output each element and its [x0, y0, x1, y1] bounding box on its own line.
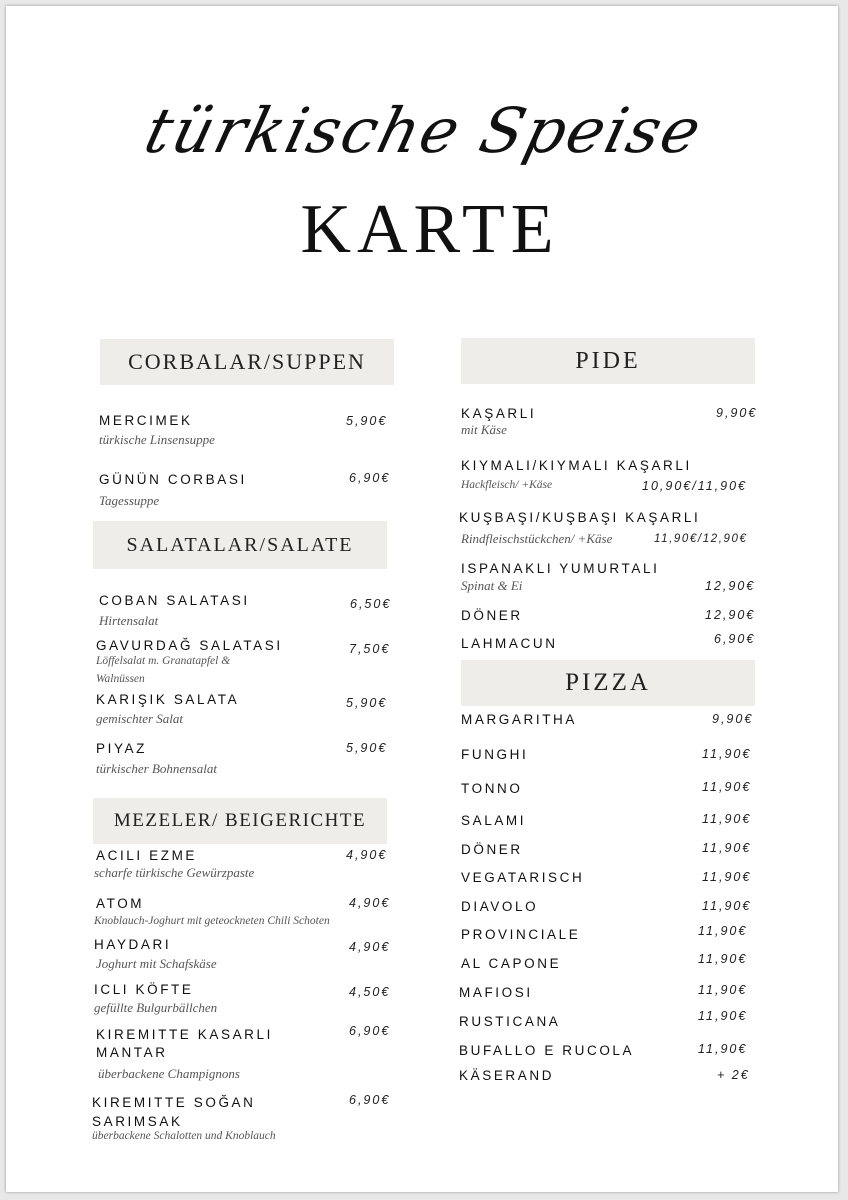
- item-price-vegatarisch: 11,90€: [702, 870, 752, 884]
- item-price-al-capone: 11,90€: [698, 952, 748, 966]
- item-name-provinciale: PROVINCIALE: [461, 927, 581, 942]
- item-price-kusbasi: 11,90€/12,90€: [654, 533, 748, 545]
- item-name-icli-kofte: ICLI KÖFTE: [94, 982, 194, 997]
- item-price-kiremitte-sogan: 6,90€: [349, 1093, 391, 1107]
- item-price-provinciale: 11,90€: [698, 924, 748, 938]
- item-name-kiremitte-kasarli: KIREMITTE KASARLI: [96, 1027, 273, 1042]
- section-header-mezeler: MEZELER/ BEIGERICHTE: [93, 798, 387, 844]
- item-price-kaserand: + 2€: [717, 1068, 750, 1082]
- item-desc-icli-kofte: gefüllte Bulgurbällchen: [94, 1000, 218, 1015]
- item-desc-kiremitte-sogan: überbackene Schalotten und Knoblauch: [92, 1130, 276, 1142]
- item-price-ispanakli: 12,90€: [705, 579, 756, 593]
- item-name-al-capone: AL CAPONE: [461, 956, 562, 971]
- section-header-suppen: CORBALAR/SUPPEN: [100, 339, 394, 385]
- item-price-gunun-corbasi: 6,90€: [349, 471, 391, 485]
- item-name-acili-ezme: ACILI EZME: [96, 848, 198, 863]
- item-name-gunun-corbasi: GÜNÜN CORBASI: [99, 472, 247, 487]
- item-price-gavurdag-salatasi: 7,50€: [349, 642, 391, 656]
- item-desc-kiymali: Hackfleisch/ +Käse: [461, 479, 553, 491]
- item-name-salami: SALAMI: [461, 813, 527, 828]
- item-name-atom: ATOM: [96, 896, 145, 911]
- item-desc-ispanakli: Spinat & Ei: [461, 578, 523, 593]
- item-name-gavurdag-salatasi: GAVURDAĞ SALATASI: [96, 638, 283, 653]
- item-price-kiymali: 10,90€/11,90€: [642, 479, 748, 493]
- item-name-haydari: HAYDARI: [94, 937, 172, 952]
- item-desc-acili-ezme: scharfe türkische Gewürzpaste: [94, 865, 255, 880]
- item-price-salami: 11,90€: [702, 812, 752, 826]
- item-price-acili-ezme: 4,90€: [346, 848, 388, 862]
- section-header-salate: SALATALAR/SALATE: [93, 521, 387, 569]
- item-price-atom: 4,90€: [349, 896, 391, 910]
- item-price-mercimek: 5,90€: [346, 414, 388, 428]
- item-desc-gavurdag-salatasi: Löffelsalat m. Granatapfel &: [96, 655, 231, 667]
- script-title: türkische Speise: [137, 94, 711, 167]
- item-name-kasarli: KAŞARLI: [461, 406, 537, 421]
- item-desc-kiremitte-kasarli: überbackene Champignons: [98, 1066, 240, 1081]
- item-desc-kusbasi: Rindfleischstückchen/ +Käse: [461, 531, 613, 546]
- item-desc-haydari: Joghurt mit Schafskäse: [96, 956, 217, 971]
- item-price-kasarli: 9,90€: [716, 406, 758, 420]
- item-price-coban-salatasi: 6,50€: [350, 597, 392, 611]
- item-name-vegatarisch: VEGATARISCH: [461, 870, 585, 885]
- section-header-pide: PIDE: [461, 338, 755, 384]
- item-price-diavolo: 11,90€: [702, 899, 752, 913]
- item-desc-kasarli: mit Käse: [461, 422, 507, 437]
- item-name-diavolo: DIAVOLO: [461, 899, 539, 914]
- item-name-piyaz: PIYAZ: [96, 741, 148, 756]
- item-name-mafiosi: MAFIOSI: [459, 985, 533, 1000]
- menu-page: [6, 6, 838, 1192]
- item-desc-gavurdag-salatasi-line2: Walnüssen: [96, 673, 145, 685]
- item-name-mercimek: MERCIMEK: [99, 413, 193, 428]
- item-price-kiremitte-kasarli: 6,90€: [349, 1024, 391, 1038]
- item-name-kusbasi: KUŞBAŞI/KUŞBAŞI KAŞARLI: [459, 510, 701, 525]
- item-price-mafiosi: 11,90€: [698, 983, 748, 997]
- item-name-kiremitte-sogan-line2: SARIMSAK: [92, 1114, 183, 1129]
- item-desc-mercimek: türkische Linsensuppe: [99, 432, 215, 447]
- item-desc-gunun-corbasi: Tagessuppe: [99, 493, 160, 508]
- item-desc-coban-salatasi: Hirtensalat: [99, 613, 159, 628]
- item-name-tonno: TONNO: [461, 781, 523, 796]
- item-price-haydari: 4,90€: [349, 940, 391, 954]
- item-name-kiymali: KIYMALI/KIYMALI KAŞARLI: [461, 458, 692, 473]
- item-name-kaserand: KÄSERAND: [459, 1068, 555, 1083]
- item-name-karisik-salata: KARIŞIK SALATA: [96, 692, 240, 707]
- item-name-ispanakli: ISPANAKLI YUMURTALI: [461, 561, 660, 576]
- item-price-funghi: 11,90€: [702, 747, 752, 761]
- item-price-pide-doner: 12,90€: [705, 608, 756, 622]
- item-name-rusticana: RUSTICANA: [459, 1014, 561, 1029]
- item-name-kiremitte-kasarli-line2: MANTAR: [96, 1045, 168, 1060]
- section-header-pizza: PIZZA: [461, 660, 755, 706]
- item-price-icli-kofte: 4,50€: [349, 985, 391, 999]
- item-name-pide-doner: DÖNER: [461, 608, 523, 623]
- item-price-margaritha: 9,90€: [712, 712, 754, 726]
- item-name-bufallo-e-rucola: BUFALLO E RUCOLA: [459, 1043, 635, 1058]
- item-name-kiremitte-sogan: KIREMITTE SOĞAN: [92, 1095, 256, 1110]
- item-price-pizza-doner: 11,90€: [702, 841, 752, 855]
- item-desc-atom: Knoblauch-Joghurt mit geteockneten Chili Schoten: [94, 915, 330, 927]
- main-title: KARTE: [300, 191, 560, 268]
- item-price-rusticana: 11,90€: [698, 1009, 748, 1023]
- item-price-karisik-salata: 5,90€: [346, 696, 388, 710]
- item-name-lahmacun: LAHMACUN: [461, 636, 558, 651]
- item-desc-piyaz: türkischer Bohnensalat: [96, 761, 217, 776]
- item-price-tonno: 11,90€: [702, 780, 752, 794]
- item-price-piyaz: 5,90€: [346, 741, 388, 755]
- item-price-bufallo-e-rucola: 11,90€: [698, 1042, 748, 1056]
- item-name-funghi: FUNGHI: [461, 747, 529, 762]
- item-desc-karisik-salata: gemischter Salat: [96, 711, 184, 726]
- item-price-lahmacun: 6,90€: [714, 632, 756, 646]
- item-name-margaritha: MARGARITHA: [461, 712, 578, 727]
- item-name-pizza-doner: DÖNER: [461, 842, 523, 857]
- item-name-coban-salatasi: COBAN SALATASI: [99, 593, 250, 608]
